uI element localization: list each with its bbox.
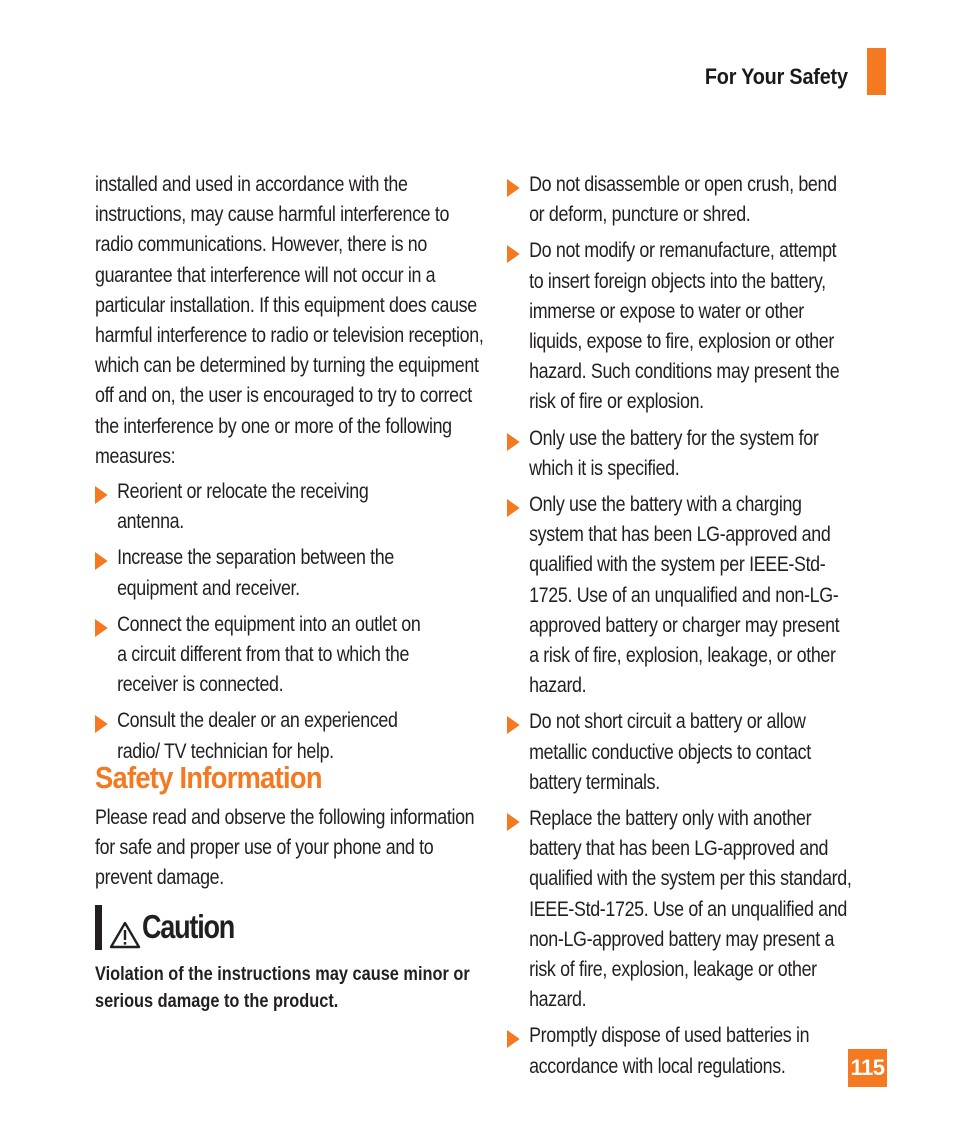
- list-item: [507, 707, 852, 798]
- list-item: [507, 170, 852, 230]
- arrow-bullet-icon: [95, 486, 108, 504]
- list-item-text: Do not disassemble or open crush, bend or deform, puncture or shred.: [529, 173, 837, 227]
- arrow-bullet-icon: [507, 813, 520, 831]
- list-item: [95, 610, 432, 701]
- list-item-text: Promptly dispose of used batteries in accordance with local regulations.: [529, 1024, 810, 1078]
- arrow-bullet-icon: [507, 179, 520, 197]
- header-accent-tab: [867, 48, 886, 95]
- list-item: [507, 424, 852, 484]
- warning-triangle-icon: [109, 921, 141, 949]
- list-item-text: Increase the separation between the equipment and receiver.: [117, 546, 394, 600]
- arrow-bullet-icon: [95, 552, 108, 570]
- arrow-bullet-icon: [507, 1030, 520, 1048]
- caution-warning-text: Violation of the instructions may cause minor or serious damage to the product.: [95, 964, 470, 1012]
- left-text: [95, 170, 491, 767]
- list-item-text: Connect the equipment into an outlet on a circuit different from that to which the receiver is connected.: [117, 612, 421, 697]
- arrow-bullet-icon: [95, 715, 108, 733]
- list-item: [507, 1021, 852, 1081]
- list-item-text: Do not short circuit a battery or allow metallic conductive objects to contact battery terminals.: [529, 710, 811, 794]
- left-column: [95, 170, 490, 773]
- list-item-text: Only use the battery with a charging system that has been LG-approved and qualified with the system per IEEE-Std-1725. Use of an unqualified and non-LG-approved battery or charger may present a risk of fire, explosion, leakage, or other hazard.: [529, 493, 840, 698]
- list-item-text: Only use the battery for the system for which it is specified.: [529, 426, 819, 480]
- right-column: [507, 170, 927, 1088]
- caution-bar: [95, 905, 102, 950]
- intro-paragraph: installed and used in accordance with the instructions, may cause harmful interference to radio communications. However, there is no guarantee that interference will not occur in a particular installation. If this equipment does cause harmful interference to radio or television reception, which can be determined by turning the equipment off and on, the user is encouraged to try to correct the interference by one or more of the following measures:: [95, 173, 484, 468]
- header-title: For Your Safety: [705, 64, 848, 89]
- arrow-bullet-icon: [507, 433, 520, 451]
- section-title: Safety Information: [95, 760, 322, 795]
- list-item: [507, 804, 852, 1015]
- list-item: [95, 543, 432, 603]
- list-item: [507, 236, 852, 417]
- safety-intro: [95, 803, 490, 894]
- arrow-bullet-icon: [507, 245, 520, 263]
- list-item: [95, 477, 432, 537]
- caution-label: Caution: [142, 908, 235, 945]
- right-text: [507, 170, 928, 1082]
- list-item-text: Do not modify or remanufacture, attempt to insert foreign objects into the battery, immerse or expose to water or other liquids, expose to fire, explosion or other hazard. Such conditions may present the risk of fire or explosion.: [529, 239, 840, 414]
- page-number: 115: [848, 1049, 887, 1087]
- list-item-text: Reorient or relocate the receiving antenna.: [117, 480, 369, 534]
- safety-intro-text: Please read and observe the following information for safe and proper use of your phone and to prevent damage.: [95, 806, 475, 890]
- list-item-text: Consult the dealer or an experienced radio/ TV technician for help.: [117, 709, 398, 763]
- arrow-bullet-icon: [507, 499, 520, 517]
- arrow-bullet-icon: [95, 619, 108, 637]
- list-item: [95, 706, 432, 766]
- list-item-text: Replace the battery only with another battery that has been LG-approved and qualified with the system per this standard, IEEE-Std-1725. Use of an unqualified and non-LG-approved battery may present a risk of fire, explosion, leakage or other hazard.: [529, 807, 852, 1012]
- arrow-bullet-icon: [507, 716, 520, 734]
- list-item: [507, 490, 852, 701]
